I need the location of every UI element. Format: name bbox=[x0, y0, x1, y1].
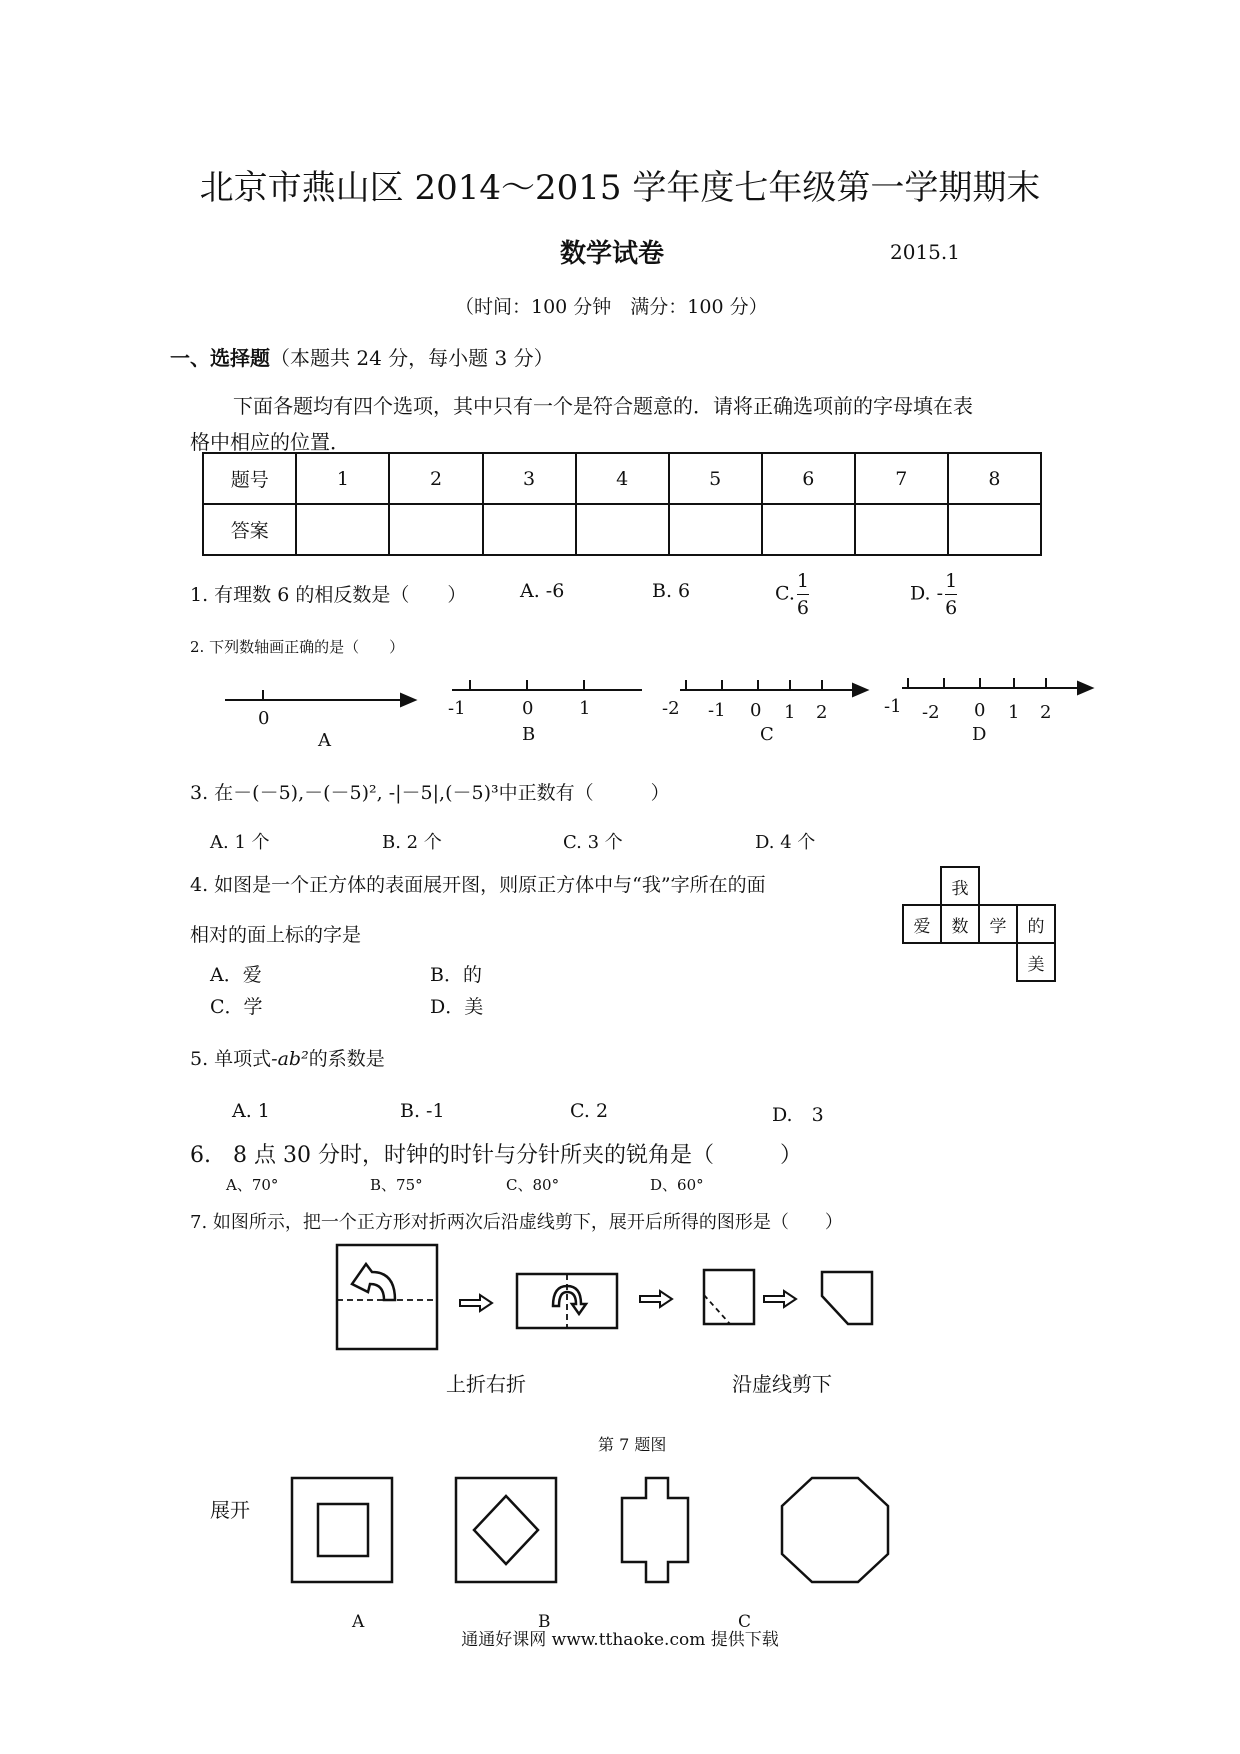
q4-option-d: D．美 bbox=[430, 996, 484, 1018]
q5-expression: -ab² bbox=[271, 1048, 309, 1070]
cube-face-bottom: 美 bbox=[1017, 943, 1055, 981]
exam-meta: （时间：100 分钟 满分：100 分） bbox=[455, 296, 768, 318]
arrow-right-icon bbox=[460, 1295, 492, 1311]
q7-option-a-label: A bbox=[352, 1612, 365, 1632]
section-heading-note: （本题共 24 分，每小题 3 分） bbox=[270, 346, 554, 370]
exam-title: 北京市燕山区 2014～2015 学年度七年级第一学期期末 bbox=[199, 168, 1041, 208]
tick-label: 0 bbox=[522, 698, 534, 719]
answer-table-number: 3 bbox=[483, 453, 576, 504]
fraction-denominator: 6 bbox=[945, 597, 958, 619]
q3-option-a: A. 1 个 bbox=[210, 832, 270, 853]
answer-table-number: 6 bbox=[762, 453, 855, 504]
q5-option-a: A. 1 bbox=[232, 1100, 270, 1122]
q7-caption-fold: 上折右折 bbox=[446, 1372, 526, 1396]
option-a-inner-square bbox=[318, 1504, 368, 1556]
q2-stem: 2. 下列数轴画正确的是（ ） bbox=[190, 638, 405, 656]
fraction-denominator: 6 bbox=[796, 597, 809, 619]
option-b-outer-square bbox=[456, 1478, 556, 1582]
q5-option-c: C. 2 bbox=[570, 1100, 609, 1122]
q6-option-a: A、70° bbox=[226, 1176, 279, 1194]
tick-label: -1 bbox=[708, 700, 726, 721]
q1-option-b: B. 6 bbox=[652, 580, 691, 602]
q3-expression: －(－5),－(－5)², -|－5|,(－5)³ bbox=[233, 782, 499, 804]
instruction-line-1: 下面各题均有四个选项，其中只有一个是符合题意的．请将正确选项前的字母填在表 bbox=[233, 394, 973, 418]
square-folded-twice bbox=[704, 1270, 754, 1324]
tick-label: 1 bbox=[784, 702, 796, 723]
footer-watermark: 通通好课网 www.tthaoke.com 提供下载 bbox=[461, 1630, 779, 1650]
answer-table-row-label: 答案 bbox=[203, 504, 296, 555]
tick-label: 0 bbox=[258, 708, 270, 729]
q4-option-a: A．爱 bbox=[210, 964, 262, 986]
cube-face: 的 bbox=[1017, 905, 1055, 943]
q2-label-c: C bbox=[760, 724, 774, 745]
fold-arrow-icon bbox=[352, 1264, 395, 1300]
q3-option-b: B. 2 个 bbox=[382, 832, 442, 853]
q3-stem-prefix: 3. 在 bbox=[190, 782, 234, 804]
q6-option-d: D、60° bbox=[650, 1176, 704, 1194]
answer-table-number: 2 bbox=[389, 453, 482, 504]
square-original bbox=[337, 1245, 437, 1349]
fold-arrow-icon bbox=[553, 1286, 586, 1314]
cut-line bbox=[704, 1295, 730, 1324]
q3-stem-suffix: 中正数有（ ） bbox=[498, 782, 670, 804]
q6-option-c: C、80° bbox=[506, 1176, 560, 1194]
answer-table-number: 4 bbox=[576, 453, 669, 504]
answer-table-number: 1 bbox=[296, 453, 389, 504]
tick-label: -1 bbox=[448, 698, 466, 719]
arrow-right-icon bbox=[764, 1291, 796, 1307]
option-b-inner-diamond bbox=[474, 1496, 538, 1564]
tick-label: 2 bbox=[1040, 702, 1052, 723]
tick-label: 1 bbox=[1008, 702, 1020, 723]
q5-stem-prefix: 5. 单项式 bbox=[190, 1048, 272, 1070]
cut-shape bbox=[822, 1272, 872, 1324]
q1-option-c-prefix: C. bbox=[775, 582, 795, 605]
cube-face: 数 bbox=[941, 905, 979, 943]
instruction-line-2: 格中相应的位置． bbox=[190, 430, 350, 454]
arrow-right-icon bbox=[640, 1291, 672, 1307]
q3-option-d: D. 4 个 bbox=[755, 832, 816, 853]
q2-label-d: D bbox=[972, 724, 987, 745]
q4-stem-line-2: 相对的面上标的字是 bbox=[190, 924, 362, 946]
q7-option-b-label: B bbox=[538, 1612, 551, 1632]
answer-table-number: 8 bbox=[948, 453, 1041, 504]
q5-option-d: D. 3 bbox=[772, 1104, 824, 1126]
q5-option-b: B. -1 bbox=[400, 1100, 445, 1122]
q7-figure-caption: 第 7 题图 bbox=[598, 1435, 667, 1454]
q2-label-a: A bbox=[318, 730, 331, 751]
q1-option-d-prefix: D. - bbox=[910, 582, 944, 605]
cube-face-top: 我 bbox=[941, 867, 979, 905]
tick-label: 0 bbox=[974, 700, 986, 721]
tick-label: 0 bbox=[750, 700, 762, 721]
fraction-numerator: 1 bbox=[945, 568, 957, 595]
option-d-octagon bbox=[782, 1478, 888, 1582]
fraction-numerator: 1 bbox=[797, 568, 809, 595]
tick-label: -2 bbox=[922, 702, 940, 723]
q1-stem: 1. 有理数 6 的相反数是（ ） bbox=[190, 584, 467, 606]
q7-unfold-label: 展开 bbox=[210, 1498, 250, 1522]
answer-table-number: 5 bbox=[669, 453, 762, 504]
q1-option-a: A. -6 bbox=[520, 580, 565, 602]
tick-label: -2 bbox=[662, 698, 680, 719]
q4-option-c: C．学 bbox=[210, 996, 263, 1018]
answer-table-row-label: 题号 bbox=[203, 453, 296, 504]
option-a-outer-square bbox=[292, 1478, 392, 1582]
section-heading-title: 一、选择题 bbox=[170, 346, 270, 370]
tick-label: 1 bbox=[579, 698, 591, 719]
q7-option-c-label: C bbox=[738, 1612, 752, 1632]
q6-option-b: B、75° bbox=[370, 1176, 423, 1194]
q7-stem: 7. 如图所示，把一个正方形对折两次后沿虚线剪下，展开后所得的图形是（ ） bbox=[190, 1212, 843, 1233]
q6-stem: 6. 8 点 30 分时，时钟的时针与分针所夹的锐角是（ ） bbox=[190, 1143, 802, 1168]
q4-option-b: B．的 bbox=[430, 964, 482, 986]
q3-option-c: C. 3 个 bbox=[563, 832, 623, 853]
tick-label: 2 bbox=[816, 702, 828, 723]
exam-date: 2015.1 bbox=[890, 240, 960, 264]
q7-caption-cut: 沿虚线剪下 bbox=[732, 1372, 832, 1396]
cube-face: 学 bbox=[979, 905, 1017, 943]
cube-face: 爱 bbox=[903, 905, 941, 943]
option-c-cross bbox=[622, 1478, 688, 1582]
q2-label-b: B bbox=[522, 724, 536, 745]
tick-label: -1 bbox=[884, 696, 902, 717]
exam-subtitle: 数学试卷 bbox=[560, 239, 665, 269]
answer-table-number: 7 bbox=[855, 453, 948, 504]
q4-stem-line-1: 4. 如图是一个正方体的表面展开图，则原正方体中与“我”字所在的面 bbox=[190, 874, 766, 896]
q5-stem-suffix: 的系数是 bbox=[308, 1048, 385, 1070]
